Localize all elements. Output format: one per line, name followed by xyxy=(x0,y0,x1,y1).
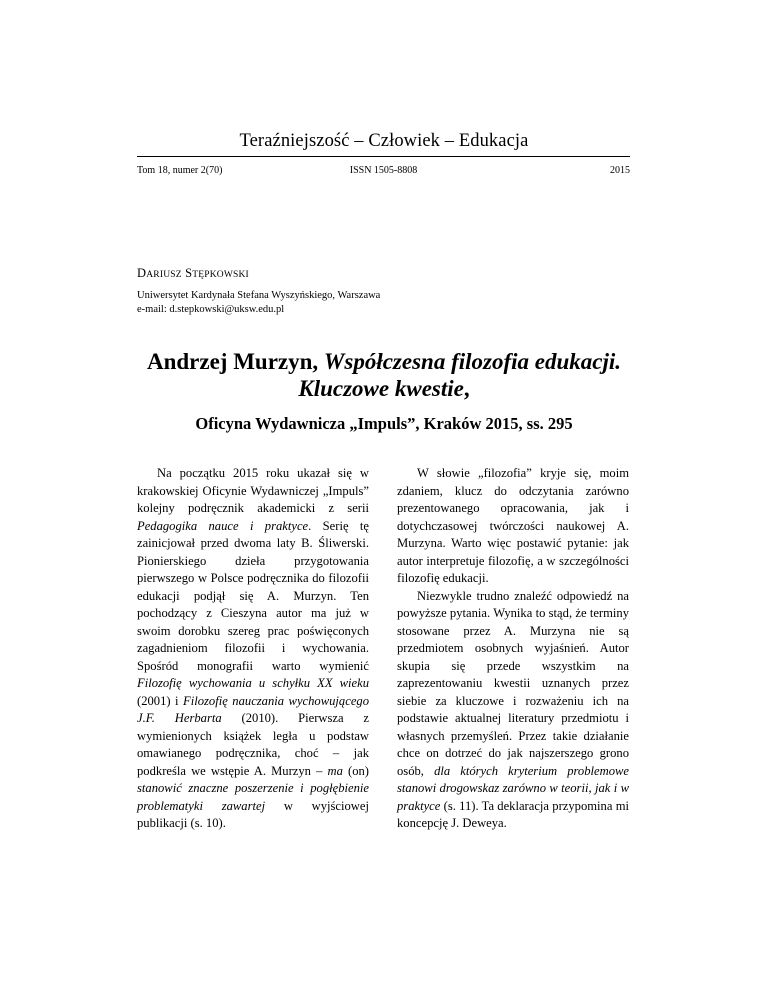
publisher-line: Oficyna Wydawnicza „Impuls”, Kraków 2015, ss. 295 xyxy=(195,414,573,433)
review-title: Andrzej Murzyn, Współczesna filozofia edukacji. Kluczowe kwestie, xyxy=(146,349,622,401)
paragraph: Na początku 2015 roku ukazał się w krakowskiej Oficynie Wydawniczej „Impuls” kolejny podręcznik akademicki z serii Pedagogika nauce i praktyce. Serię tę zainicjował przed dwoma laty B. Śliwerski. Pionierskiego dzieła przygotowania pierwszego w Polsce podręcznika do filozofii edukacji podjął się A. Murzyn. Ten pochodzący z Cieszyna autor ma już w swoim dorobku szereg prac poświęconych zagadnieniom filozofii i wychowania. Spośród monografii warto wymienić Filozofię wychowania u schyłku XX wieku (2001) i Filozofię nauczania wychowującego J.F. Herbarta (2010). Pierwsza z wymienionych książek legła u podstaw omawianego podręcznika, choć – jak podkreśla we wstępie A. Murzyn – ma (on) stanowić znaczne poszerzenie i pogłębienie problematyki zawartej w wyjściowej publikacji (s. 10). xyxy=(137,466,369,830)
author-email: e-mail: d.stepkowski@uksw.edu.pl xyxy=(137,304,285,315)
affiliation-institution: Uniwersytet Kardynała Stefana Wyszyńskiego, Warszawa xyxy=(137,290,381,301)
book-title-line2: Kluczowe kwestie xyxy=(298,376,464,401)
right-column xyxy=(397,465,629,833)
left-column xyxy=(137,465,369,833)
book-title-line1: Współczesna filozofia edukacji. xyxy=(323,349,622,374)
author-affiliation xyxy=(137,289,380,317)
paragraph: W słowie „filozofia” kryje się, moim zdaniem, klucz do odczytania zarówno prezentowanego opracowania, jak i dotychczasowej twórczości naukowej A. Murzyna. Warto więc postawić pytanie: jak autor interpretuje filozofię, a w szczególności filozofię edukacji. xyxy=(397,466,629,585)
volume-number: Tom 18, numer 2(70) xyxy=(137,165,223,176)
author-name: DARIUSZ STĘPKOWSKI xyxy=(137,266,249,280)
header-divider xyxy=(137,156,630,157)
paragraph: Niezwykle trudno znaleźć odpowiedź na powyższe pytania. Wynika to stąd, że terminy stosowane przez A. Murzyna nie są przedmiotem osobnych wyjaśnień. Autor skupia się przede wszystkim na zaprezentowaniu kwestii uznanych przez siebie za kluczowe i rozważeniu ich na podstawie aktualnej literatury przedmiotu i własnych przemyśleń. Przez takie działanie chce on dotrzeć do jak najszerszego grono osób, dla których kryterium problemowe stanowi drogowskaz zarówno w teorii, jak i w praktyce (s. 11). Ta deklaracja przypomina mi koncepcję J. Deweya. xyxy=(397,588,630,830)
publication-year: 2015 xyxy=(610,165,630,176)
issn: ISSN 1505-8808 xyxy=(349,165,418,176)
book-author: Andrzej Murzyn, xyxy=(146,349,324,374)
journal-title: Teraźniejszość – Człowiek – Edukacja xyxy=(239,131,529,151)
